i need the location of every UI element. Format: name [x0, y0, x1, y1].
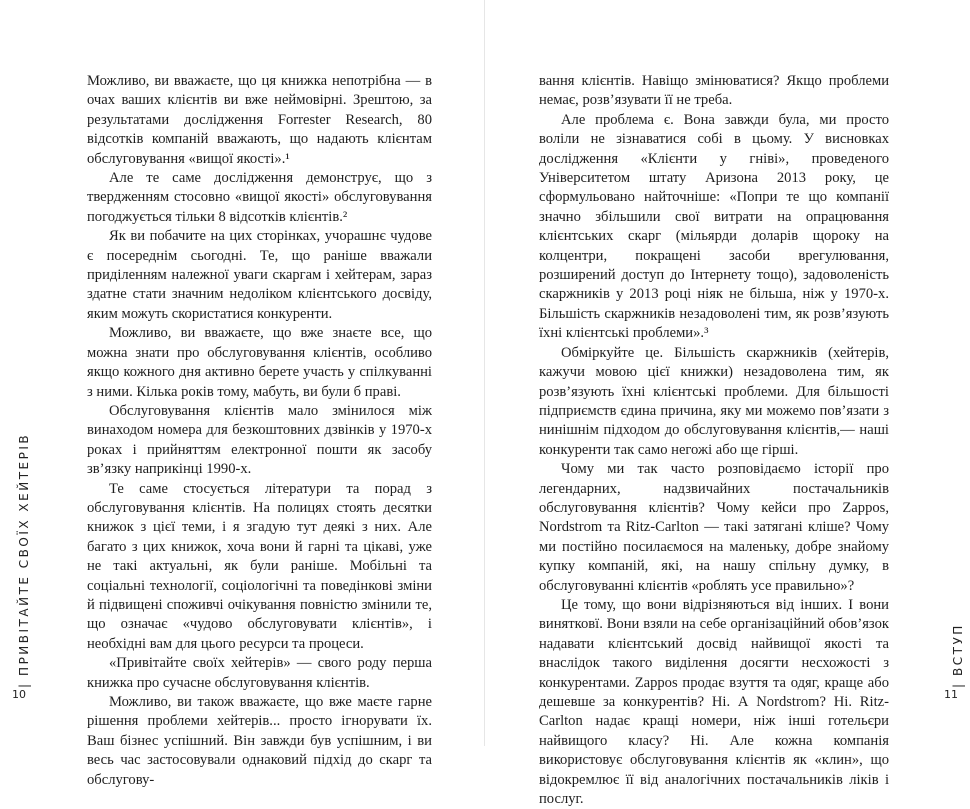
paragraph-text: Можливо, ви також вважаєте, що вже маєте гарне рішення проблеми хейтерів... просто ігнорувати їх. Ваш бізнес успішний. Він завжди був успішним, і ви весь час застосовували однаковий підхід до скарг та обслугову-	[87, 694, 432, 788]
running-head-rule: |	[17, 683, 31, 688]
paragraph	[87, 693, 432, 790]
paragraph	[87, 72, 432, 169]
running-head-book-title	[14, 168, 34, 688]
running-head-text: ВСТУП	[951, 623, 965, 676]
running-head-chapter	[948, 168, 968, 688]
page-number: 10	[12, 688, 26, 701]
paragraph	[87, 324, 432, 402]
paragraph	[87, 169, 432, 227]
running-head-text: ПРИВІТАЙТЕ СВОЇХ ХЕЙТЕРІВ	[17, 432, 31, 676]
paragraph-text: Обслуговування клієнтів мало змінилося між винаходом номера для безкоштовних дзвінків у 1970-х роках і прийняттям електронної пошти як засобу зв’язку наприкінці 1990-х.	[87, 402, 432, 478]
paragraph	[87, 480, 432, 655]
paragraph-text: Те саме стосується літератури та порад з обслуговування клієнтів. На полицях стоять десятки книжок з цієї теми, і я згадую тут деякі з них. Але багато з цих книжок, хоча вони й гарні та цікаві, уже не такі актуальні, як були раніше. Мобільні та соціальні технології, соціологічні та поведінкові зміни й підвищені споживчі очікування повністю змінили те, що означає «чудово обслуговувати клієнтів», і необхідні вам для цього ресурси та процеси.	[87, 480, 432, 652]
paragraph-text: «Привітайте своїх хейтерів» — свого роду перша книжка про сучасне обслуговування клієнтів.	[87, 655, 432, 691]
paragraph	[87, 227, 432, 324]
running-head-rule: |	[951, 683, 965, 688]
paragraph-text: Але проблема є. Вона завжди була, ми просто воліли не зізнаватися собі в цьому. У висновках дослідження «Клієнти у гніві», проведеного Університетом штату Аризона 2013 року, це сформульовано найточніше: «Попри те що компанії значно збільшили свої витрати на опрацювання клієнтських скарг (мільярди доларів щороку на колцентри, покращені засоби врегулювання, розширений доступ до Інтернету тощо), задоволеність скаржників у 2013 році ніяк не більша, ніж у 1970-х. Більшість скаржників незадоволені тим, як розв’язують їхні клієнтські проблеми».³	[539, 111, 889, 342]
paragraph-text: Це тому, що вони відрізняються від інших. І вони винятковї. Вони взяли на себе організаційний обов’язок надавати клієнтський досвід найвищої якості та внаслідок такого виділення досягти несхожості з конкурентами. Zappos продає взуття та одяг, краще або дешевше за конкурентів? Ні. А Nordstrom? Ні. Ritz-Carlton надає кращі номери, ніж інші готельєри найвищого класу? Ні. Але кожна компанія використовує обслуговування клієнтів як «клин», що відокремлює її від аналогічних постачальників ліків і послуг.	[539, 596, 889, 808]
paragraph	[539, 596, 889, 809]
paragraph	[539, 72, 889, 111]
left-page	[0, 0, 485, 788]
paragraph-text: Можливо, ви вважаєте, що ця книжка непотрібна — в очах ваших клієнтів ви вже неймовірні. Зрештою, за результатами дослідження Forrester Research, 80 відсотків компаній вважають, що надають клієнтам обслуговування «вищої якості».¹	[87, 73, 432, 167]
paragraph	[87, 654, 432, 693]
left-page-body	[87, 72, 432, 790]
paragraph-text: Як ви побачите на цих сторінках, учорашнє чудове є посереднім сьогодні. Те, що раніше вважали приділенням належної уваги скаргам і хейтерам, зараз здатне стати значним недоліком клієнтського досвіду, яким можуть скористатися конкуренти.	[87, 228, 432, 322]
right-page-body	[539, 72, 889, 809]
paragraph-text: Обміркуйте це. Більшість скаржників (хейтерів, кажучи мовою цієї книжки) незадоволена тим, як розв’язують їхні клієнтські проблеми. Для більшості підприємств єдина причина, яку ми можемо пов’язати з нинішнім підходом до обслуговування клієнтів,— наші конкуренти так само негожі або ще гірші.	[539, 344, 889, 458]
paragraph-text: Можливо, ви вважаєте, що вже знаєте все, що можна знати про обслуговування клієнтів, особливо якщо кожного дня активно берете участь у спілкуванні з ними. Кілька років тому, мабуть, ви були б праві.	[87, 325, 432, 400]
paragraph	[87, 402, 432, 480]
paragraph	[539, 344, 889, 460]
paragraph-text: Але те саме дослідження демонструє, що з твердженням стосовно «вищої якості» обслуговування погоджується тільки 8 відсотків клієнтів.²	[87, 170, 432, 225]
paragraph-text: Чому ми так часто розповідаємо історії про легендарних, надзвичайних постачальників обслуговування клієнтів? Чому кейси про Zappos, Nordstrom та Ritz-Carlton — такі затягані кліше? Чому ми постійно посилаємося на маленьку, добре знайому купку компаній, які, на нашу спільну думку, в обслуговуванні клієнтів «роблять усе правильно»?	[539, 461, 889, 594]
paragraph	[539, 460, 889, 596]
paragraph	[539, 111, 889, 344]
page-number: 11	[944, 688, 958, 701]
paragraph-text: вання клієнтів. Навіщо змінюватися? Якщо проблеми немає, розв’язувати її не треба.	[539, 73, 889, 109]
